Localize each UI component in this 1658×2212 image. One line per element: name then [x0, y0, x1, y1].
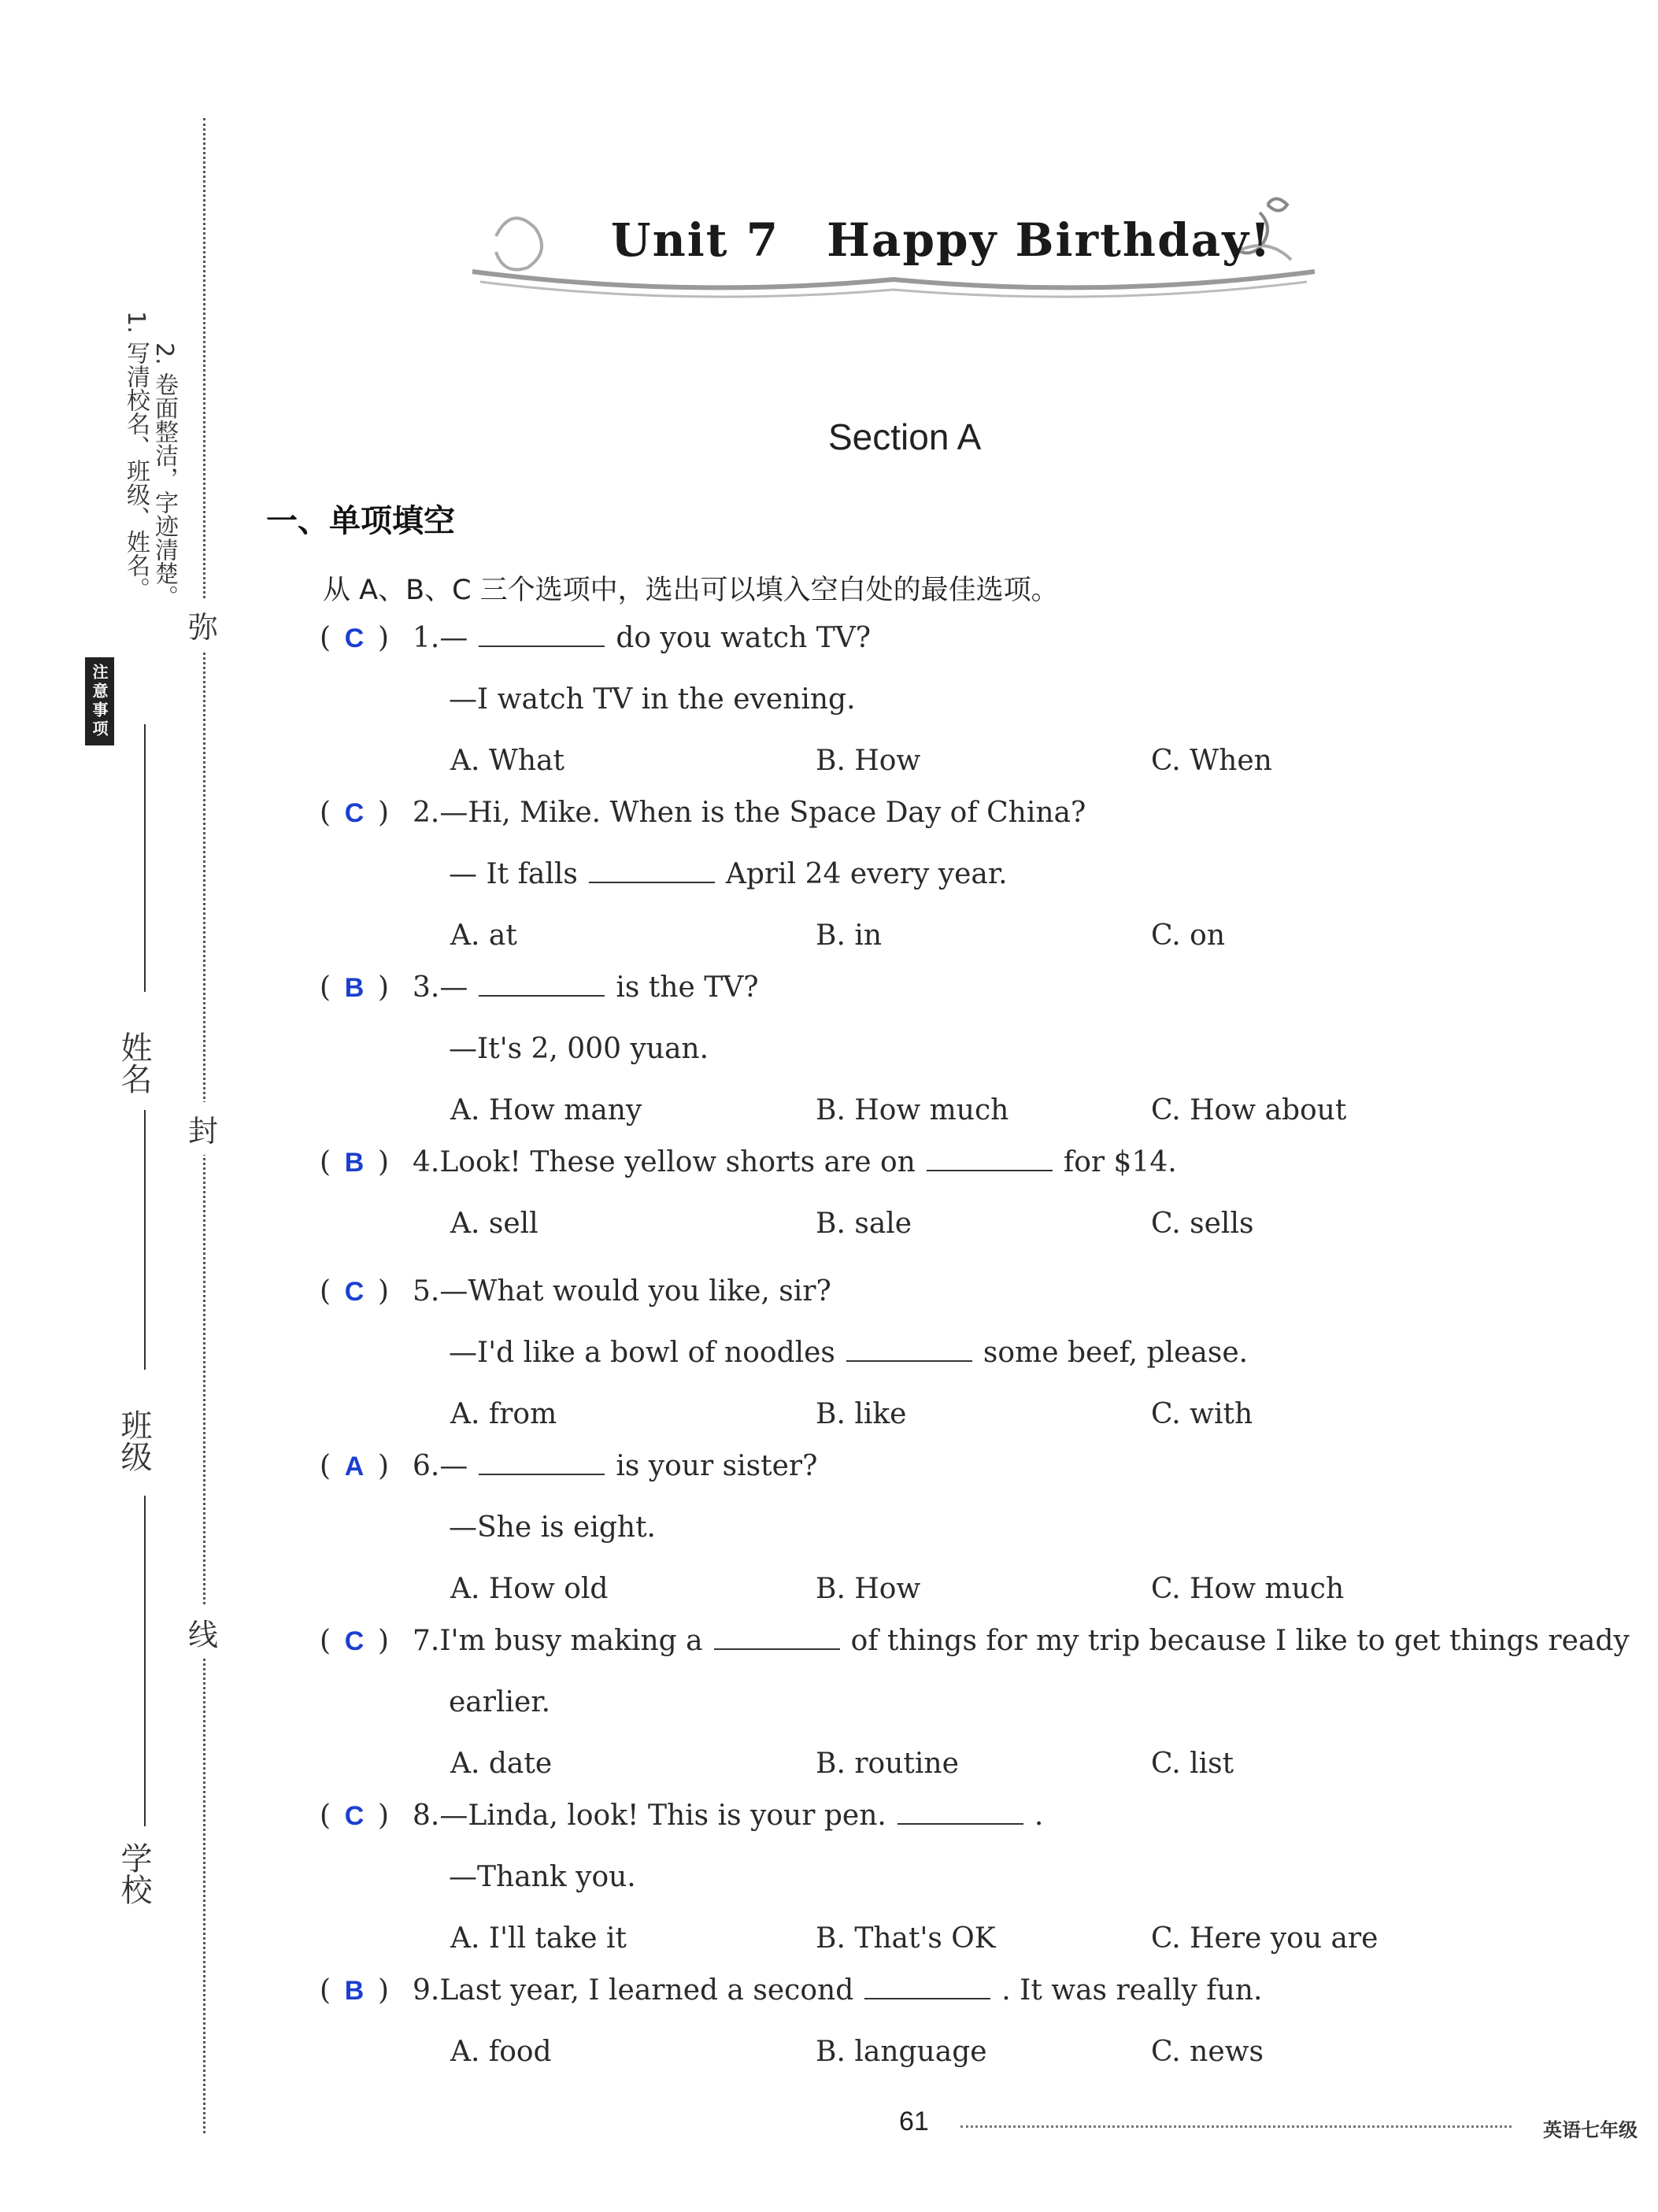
- question-5-option-b[interactable]: B. like: [816, 1398, 907, 1430]
- question-3-line-1: [320, 971, 759, 1004]
- question-text: —I watch TV in the evening.: [449, 683, 856, 716]
- paren-open: (: [320, 797, 331, 829]
- name-field-line[interactable]: [144, 724, 146, 992]
- question-4-option-b[interactable]: B. sale: [816, 1208, 912, 1240]
- question-3-option-a[interactable]: A. How many: [450, 1094, 642, 1126]
- question-8-answer[interactable]: C: [344, 1801, 365, 1831]
- paren-open: (: [320, 1450, 331, 1482]
- question-text: earlier.: [449, 1686, 551, 1718]
- question-1-line-1: [320, 622, 871, 654]
- question-7-number: 7.: [413, 1625, 440, 1657]
- question-3-answer[interactable]: B: [344, 973, 365, 1003]
- question-8-option-c[interactable]: C. Here you are: [1151, 1922, 1379, 1955]
- paren-close: ): [378, 971, 390, 1004]
- part-instruction: 从 A、B、C 三个选项中，选出可以填入空白处的最佳选项。: [323, 575, 1059, 606]
- paren-open: (: [320, 622, 331, 654]
- question-9-option-c[interactable]: C. news: [1151, 2036, 1264, 2068]
- paren-close: ): [378, 1800, 390, 1832]
- question-8-option-a[interactable]: A. I'll take it: [450, 1922, 627, 1955]
- page-number: 61: [899, 2107, 929, 2136]
- question-text: April 24 every year.: [725, 858, 1008, 890]
- question-4-answer[interactable]: B: [344, 1148, 365, 1178]
- answer-blank[interactable]: [864, 1974, 990, 1999]
- question-text: —It's 2, 000 yuan.: [449, 1033, 709, 1065]
- question-9-number: 9.: [413, 1974, 440, 2007]
- binding-note-1: 1. 写清校名、班级、姓名。: [122, 311, 150, 601]
- answer-blank[interactable]: [479, 622, 605, 647]
- paren-close: ): [378, 797, 390, 829]
- seal-char-mi: 弥: [188, 598, 218, 651]
- answer-blank[interactable]: [927, 1146, 1053, 1171]
- answer-paren: [320, 1450, 413, 1482]
- question-text: —Thank you.: [449, 1861, 636, 1893]
- notice-label: 注意事项: [85, 657, 114, 745]
- unit-title: Unit 7 Happy Birthday!: [611, 213, 1272, 267]
- question-text: of things for my trip because I like to get things ready: [850, 1625, 1630, 1657]
- question-text: —: [439, 1450, 468, 1482]
- class-field-label: 班级: [116, 1409, 152, 1472]
- answer-blank[interactable]: [479, 1450, 605, 1475]
- question-3-option-b[interactable]: B. How much: [816, 1094, 1009, 1126]
- question-1-line-2: [449, 683, 856, 716]
- answer-paren: [320, 1275, 413, 1308]
- question-text: for $14.: [1063, 1146, 1177, 1178]
- question-text: —She is eight.: [449, 1511, 656, 1544]
- question-3-line-2: [449, 1033, 709, 1065]
- question-text: is your sister?: [616, 1450, 818, 1482]
- question-6-option-c[interactable]: C. How much: [1151, 1573, 1345, 1605]
- answer-blank[interactable]: [589, 858, 715, 883]
- question-9-answer[interactable]: B: [344, 1976, 365, 2006]
- question-4-number: 4.: [413, 1146, 440, 1178]
- question-9-option-a[interactable]: A. food: [450, 2036, 552, 2068]
- answer-paren: [320, 971, 413, 1004]
- seal-char-feng: 封: [188, 1102, 218, 1155]
- footer-divider: [960, 2125, 1512, 2128]
- question-text: —: [439, 622, 468, 654]
- answer-paren: [320, 1146, 413, 1178]
- answer-blank[interactable]: [846, 1337, 972, 1362]
- answer-paren: [320, 1800, 413, 1832]
- question-text: —: [439, 971, 468, 1004]
- question-4-line-1: [320, 1146, 1177, 1178]
- question-7-line-1: [320, 1625, 1630, 1657]
- question-text: —Linda, look! This is your pen.: [439, 1800, 886, 1832]
- question-6-option-b[interactable]: B. How: [816, 1573, 921, 1605]
- question-7-answer[interactable]: C: [344, 1626, 365, 1656]
- question-9-option-b[interactable]: B. language: [816, 2036, 987, 2068]
- question-6-line-2: [449, 1511, 656, 1544]
- question-text: — It falls: [449, 858, 578, 890]
- question-8-option-b[interactable]: B. That's OK: [816, 1922, 996, 1955]
- seal-char-xian: 线: [188, 1606, 218, 1659]
- answer-paren: [320, 622, 413, 654]
- question-2-number: 2.: [413, 797, 440, 829]
- paren-open: (: [320, 971, 331, 1004]
- question-8-line-1: [320, 1800, 1043, 1832]
- class-field-line-lower[interactable]: [144, 1496, 146, 1826]
- question-5-line-2: [449, 1337, 1248, 1369]
- question-2-answer[interactable]: C: [344, 798, 365, 828]
- question-text: is the TV?: [616, 971, 759, 1004]
- question-4-option-a[interactable]: A. sell: [450, 1208, 538, 1240]
- question-9-line-1: [320, 1974, 1262, 2007]
- question-8-number: 8.: [413, 1800, 440, 1832]
- paren-close: ): [378, 1450, 390, 1482]
- paren-close: ): [378, 1974, 390, 2007]
- question-6-line-1: [320, 1450, 817, 1482]
- answer-paren: [320, 1974, 413, 2007]
- question-text: Look! These yellow shorts are on: [439, 1146, 916, 1178]
- question-6-answer[interactable]: A: [344, 1452, 365, 1481]
- question-text: Last year, I learned a second: [439, 1974, 854, 2007]
- question-1-option-b[interactable]: B. How: [816, 745, 921, 777]
- question-7-line-2: [449, 1686, 550, 1718]
- answer-paren: [320, 797, 413, 829]
- question-5-option-a[interactable]: A. from: [450, 1398, 557, 1430]
- paren-open: (: [320, 1800, 331, 1832]
- section-title: Section A: [828, 416, 982, 457]
- paren-open: (: [320, 1275, 331, 1308]
- book-label: 英语七年级: [1543, 2119, 1638, 2141]
- paren-open: (: [320, 1974, 331, 2007]
- question-2-line-1: [320, 797, 1086, 829]
- question-1-number: 1.: [413, 622, 440, 654]
- question-text: I'm busy making a: [439, 1625, 703, 1657]
- name-field-label: 姓名: [116, 1031, 152, 1094]
- question-text: some beef, please.: [983, 1337, 1249, 1369]
- question-text: . It was really fun.: [1001, 1974, 1263, 2007]
- paren-close: ): [378, 1146, 390, 1178]
- part-title: 一、单项填空: [266, 503, 455, 539]
- paren-open: (: [320, 1146, 331, 1178]
- question-5-answer[interactable]: C: [344, 1277, 365, 1307]
- question-6-option-a[interactable]: A. How old: [450, 1573, 609, 1605]
- question-5-line-1: [320, 1275, 831, 1308]
- question-2-option-b[interactable]: B. in: [816, 919, 883, 952]
- paren-close: ): [378, 622, 390, 654]
- question-7-option-c[interactable]: C. list: [1151, 1748, 1234, 1780]
- paren-open: (: [320, 1625, 331, 1657]
- question-2-option-c[interactable]: C. on: [1151, 919, 1226, 952]
- question-3-option-c[interactable]: C. How about: [1151, 1094, 1347, 1126]
- school-field-label: 学校: [116, 1842, 152, 1905]
- question-8-line-2: [449, 1861, 636, 1893]
- question-6-number: 6.: [413, 1450, 440, 1482]
- question-1-option-a[interactable]: A. What: [450, 745, 565, 777]
- answer-paren: [320, 1625, 413, 1657]
- question-4-option-c[interactable]: C. sells: [1151, 1208, 1254, 1240]
- question-text: —I'd like a bowl of noodles: [449, 1337, 835, 1369]
- question-3-number: 3.: [413, 971, 440, 1004]
- answer-blank[interactable]: [714, 1625, 840, 1650]
- answer-blank[interactable]: [479, 971, 605, 997]
- question-2-line-2: [449, 858, 1008, 890]
- question-text: do you watch TV?: [616, 622, 872, 654]
- question-7-option-a[interactable]: A. date: [450, 1748, 553, 1780]
- question-text: —Hi, Mike. When is the Space Day of China?: [439, 797, 1086, 829]
- question-2-option-a[interactable]: A. at: [450, 919, 517, 952]
- question-text: .: [1034, 1800, 1044, 1832]
- question-1-answer[interactable]: C: [344, 623, 365, 653]
- answer-blank[interactable]: [897, 1800, 1023, 1825]
- question-text: —What would you like, sir?: [439, 1275, 831, 1308]
- question-1-option-c[interactable]: C. When: [1151, 745, 1272, 777]
- binding-note-2: 2. 卷面整洁，字迹清楚。: [150, 342, 178, 609]
- name-field-line-lower[interactable]: [144, 1110, 146, 1370]
- question-5-option-c[interactable]: C. with: [1151, 1398, 1253, 1430]
- paren-close: ): [378, 1625, 390, 1657]
- question-5-number: 5.: [413, 1275, 440, 1308]
- paren-close: ): [378, 1275, 390, 1308]
- question-7-option-b[interactable]: B. routine: [816, 1748, 959, 1780]
